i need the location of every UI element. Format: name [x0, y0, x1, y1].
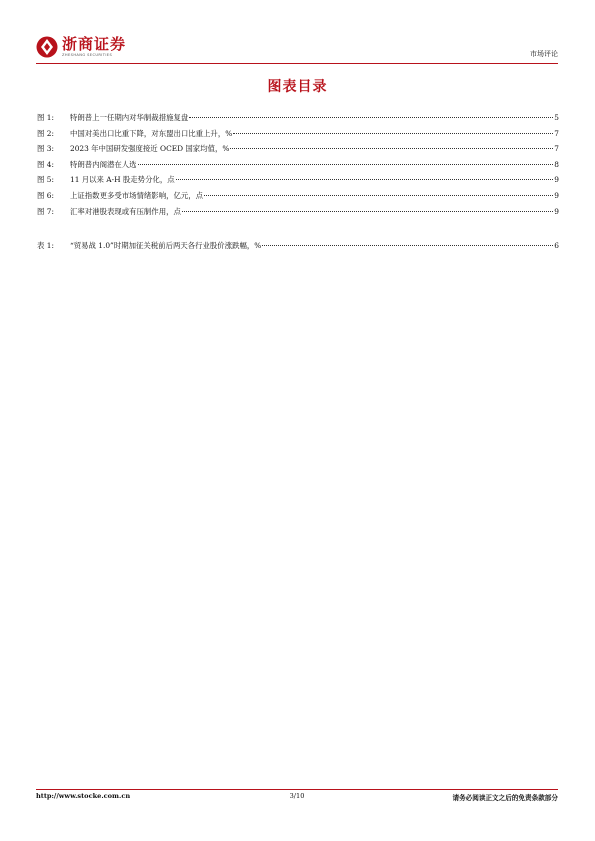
dot-leader	[233, 133, 553, 134]
dot-leader	[189, 117, 553, 118]
toc-figure-entry[interactable]	[37, 159, 559, 175]
toc-heading: 图表目录	[267, 79, 328, 95]
dot-leader	[176, 179, 553, 180]
toc-figure-entry[interactable]	[37, 128, 559, 144]
entry-page-number: 7	[554, 128, 559, 138]
entry-page-number: 5	[554, 113, 559, 122]
entry-label: 图 1:	[37, 113, 54, 122]
entry-page-number: 6	[554, 241, 559, 250]
dot-leader	[138, 164, 553, 165]
brand-name-cn: 浙商证券	[62, 35, 127, 53]
toc-figure-entry[interactable]	[37, 190, 559, 206]
entry-page-number: 8	[554, 159, 559, 169]
toc-figure-entry[interactable]	[37, 112, 559, 128]
company-logo	[36, 36, 126, 58]
figure-list	[37, 112, 559, 221]
entry-title: 中国对美出口比重下降，对东盟出口比重上升，%	[70, 128, 233, 138]
brand-name-en: ZHESHANG SECURITIES	[62, 53, 113, 57]
entry-label: 图 2:	[37, 128, 54, 138]
entry-label: 图 6:	[37, 190, 54, 200]
entry-title: 特朗普上一任期内对华制裁措施复盘	[70, 113, 189, 122]
entry-title: “贸易战 1.0”时期加征关税前后两天各行业股价涨跌幅，%	[70, 241, 262, 250]
logo-icon	[36, 36, 58, 58]
entry-title: 特朗普内阁潜在人选	[70, 159, 137, 169]
dot-leader	[204, 195, 553, 196]
footer-divider	[36, 789, 558, 790]
entry-title: 汇率对港股表现或有压制作用，点	[70, 206, 181, 216]
entry-page-number: 9	[554, 190, 559, 200]
toc-table-entry[interactable]	[37, 240, 559, 256]
page-header	[36, 36, 558, 64]
entry-title: 上证指数更多受市场情绪影响，亿元，点	[70, 190, 204, 200]
entry-title: 2023 年中国研发强度接近 OCED 国家均值，%	[70, 144, 230, 154]
header-divider	[36, 63, 558, 64]
report-type-label: 市场评论	[530, 50, 558, 58]
dot-leader	[262, 245, 553, 246]
dot-leader	[230, 148, 553, 149]
table-list	[37, 240, 559, 256]
entry-page-number: 7	[554, 144, 559, 154]
toc-figure-entry[interactable]	[37, 174, 559, 190]
toc-figure-entry[interactable]	[37, 206, 559, 222]
page-number: 3/10	[289, 792, 305, 800]
entry-label: 图 4:	[37, 159, 54, 169]
toc-figure-entry[interactable]	[37, 143, 559, 159]
disclaimer-note: 请务必阅读正文之后的免责条款部分	[452, 794, 558, 802]
page-footer	[36, 792, 558, 804]
dot-leader	[182, 211, 553, 212]
entry-page-number: 9	[554, 175, 559, 185]
entry-label: 图 5:	[37, 175, 54, 185]
entry-label: 图 7:	[37, 206, 54, 216]
entry-label: 图 3:	[37, 144, 54, 154]
website-link[interactable]: http://www.stocke.com.cn	[36, 792, 131, 800]
entry-page-number: 9	[554, 206, 559, 216]
entry-title: 11 月以来 A-H 股走势分化，点	[70, 175, 175, 185]
entry-label: 表 1:	[37, 241, 54, 250]
